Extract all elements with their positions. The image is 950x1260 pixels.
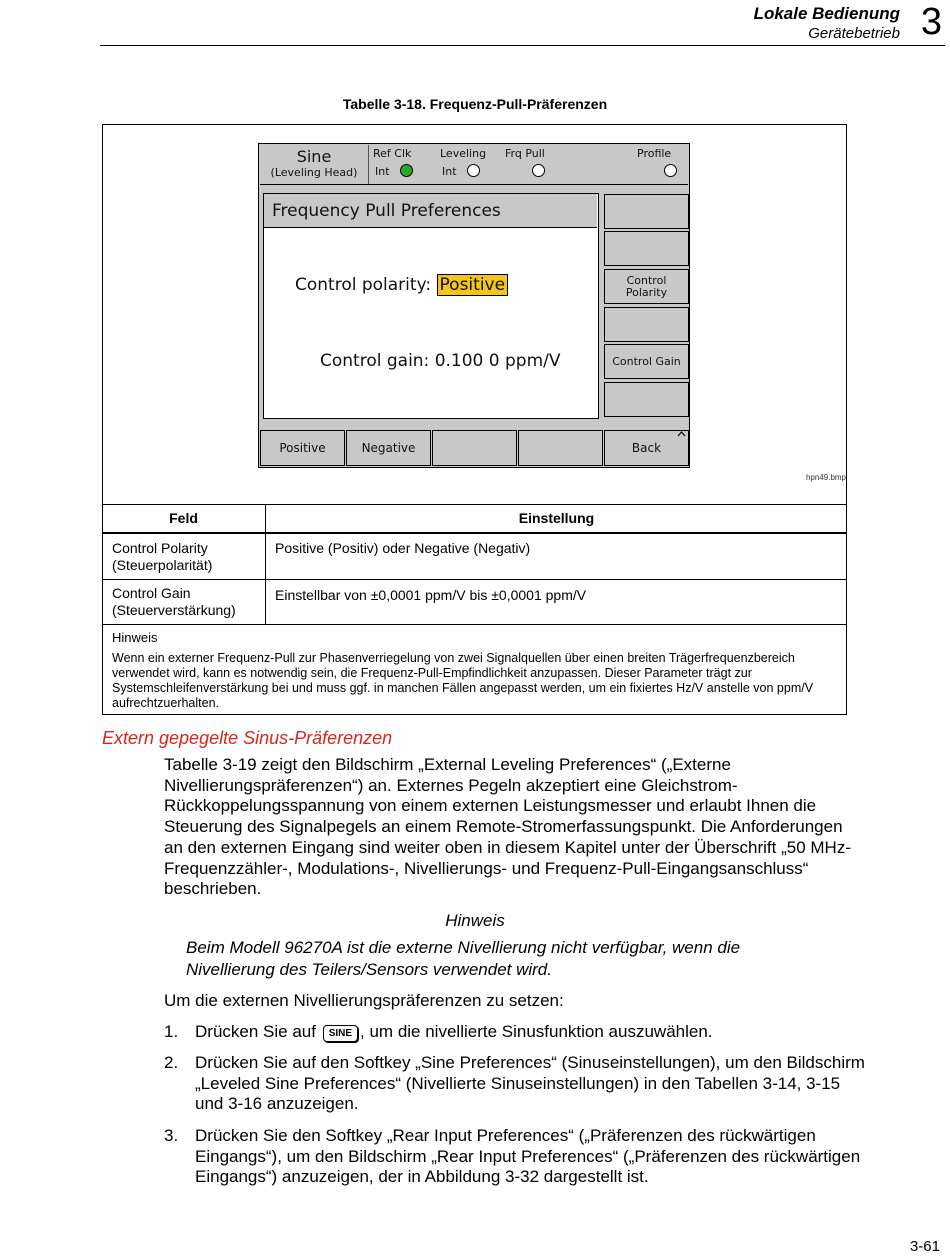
table-header-einstellung: Einstellung — [518, 510, 595, 526]
leveling-label: Leveling — [440, 147, 487, 160]
softkey-control-gain[interactable]: Control Gain — [604, 344, 689, 379]
frq-pull-indicator-icon — [532, 164, 545, 177]
sine-key-icon: SINE — [323, 1025, 358, 1042]
table-row-2-field — [112, 585, 236, 619]
table-divider-top — [102, 504, 847, 505]
step-1-number: 1. — [164, 1022, 179, 1041]
page-number: 3-61 — [909, 1238, 940, 1255]
header-rule — [100, 45, 945, 46]
table-note-text: Wenn ein externer Frequenz-Pull zur Phasenverriegelung von zwei Signalquellen über einen breiten Trägerfrequenzbereich verwendet wird, kann es notwendig sein, die Frequenz-Pull-Empfindlichkeit anzupassen. Dieser Parameter trägt zur Systemschleifenverstärkung bei und muss ggf. in manchen Fällen angepasst werden, um ein fixiertes Hz/V anstelle von ppm/V aufrechtzuerhalten. — [112, 651, 814, 710]
preferences-panel — [263, 193, 599, 419]
intro-paragraph: Tabelle 3-19 zeigt den Bildschirm „External Leveling Preferences“ („Externe Nivellierungspräferenzen“) an. Externes Pegeln akzeptiert eine Gleichstrom-Rückkoppelungsspannung von einem externen Leistungsmesser und erlaubt Ihnen die Steuerung des Signalpegels an einem Remote-Stromerfassungspunkt. Die Anforderungen an den externen Eingang sind weiter oben in diesem Kapitel unter der Überschrift „50 MHz-Frequenzzähler-, Modulations-, Nivellierungs- und Frequenz-Pull-Eingangsanschluss“ beschrieben. — [164, 755, 851, 899]
field-name: Control Gain — [112, 585, 191, 601]
profile-indicator-icon — [664, 164, 677, 177]
table-row-2-setting: Einstellbar von ±0,0001 ppm/V bis ±0,0001 ppm/V — [275, 587, 587, 603]
mode-sub-label: (Leveling Head) — [270, 166, 358, 179]
ref-clk-label: Ref Clk — [373, 147, 412, 160]
panel-title: Frequency Pull Preferences — [264, 194, 597, 228]
step-3-text: Drücken Sie den Softkey „Rear Input Preferences“ („Präferenzen des rückwärtigen Eingangs“), um den Bildschirm „Rear Input Preferences“ („Präferenzen des rückwärtigen Eingangs“) anzuzeigen, der in Abbildung 3-32 dargestellt ist. — [195, 1126, 861, 1187]
table-header-feld: Feld — [169, 510, 198, 526]
step-2-number: 2. — [164, 1053, 179, 1072]
softkey-negative[interactable]: Negative — [346, 430, 431, 466]
section-heading: Extern gepegelte Sinus-Präferenzen — [102, 728, 393, 748]
softkey-right-6[interactable] — [604, 382, 689, 417]
control-polarity-value[interactable]: Positive — [437, 274, 509, 296]
table-row-divider-2 — [102, 624, 847, 625]
softkey-bottom-4[interactable] — [518, 430, 603, 466]
status-bar — [260, 145, 688, 185]
step-2-text: Drücken Sie auf den Softkey „Sine Preferences“ (Sinuseinstellungen), um den Bildschirm „Leveled Sine Preferences“ (Nivellierte Sinuseinstellungen) in den Tabellen 3-14, 3-15 und 3-16 anzuzeigen. — [195, 1053, 865, 1114]
table-row-divider-1 — [102, 579, 847, 580]
running-header-title: Lokale Bedienung — [753, 4, 900, 23]
step-1-text — [195, 1022, 865, 1043]
mode-indicator — [260, 145, 369, 184]
table-note-label: Hinweis — [112, 630, 158, 645]
profile-label: Profile — [637, 147, 672, 160]
ref-clk-indicator-icon — [400, 164, 413, 177]
control-polarity-row — [295, 275, 508, 295]
instrument-screen — [258, 143, 690, 468]
ref-clk-value: Int — [375, 165, 390, 178]
frq-pull-label: Frq Pull — [505, 147, 545, 160]
chapter-number: 3 — [920, 1, 942, 43]
field-name: Control Polarity — [112, 540, 208, 556]
note-heading: Hinweis — [445, 911, 505, 930]
note-body: Beim Modell 96270A ist die externe Nivellierung nicht verfügbar, wenn die Nivellierung des Teilers/Sensors verwendet wird. — [186, 938, 741, 979]
table-row-1-setting: Positive (Positiv) oder Negative (Negativ) — [275, 540, 531, 556]
table-row-1-field — [112, 540, 212, 574]
field-name-translation: (Steuerpolarität) — [112, 557, 213, 573]
softkey-back[interactable]: Back — [604, 430, 689, 466]
leveling-value: Int — [442, 165, 457, 178]
field-name-translation: (Steuerverstärkung) — [112, 602, 236, 618]
softkey-right-1[interactable] — [604, 194, 689, 229]
softkey-positive[interactable]: Positive — [260, 430, 345, 466]
caret-up-icon — [677, 431, 686, 437]
control-gain-row — [320, 351, 561, 371]
softkey-right-4[interactable] — [604, 307, 689, 342]
control-gain-value[interactable]: 0.100 0 ppm/V — [434, 351, 561, 371]
mode-main-label: Sine — [296, 147, 332, 166]
softkey-right-2[interactable] — [604, 231, 689, 266]
leveling-indicator-icon — [467, 164, 480, 177]
step-1-after: , um die nivellierte Sinusfunktion auszuwählen. — [360, 1022, 713, 1041]
control-polarity-label: Control polarity: — [295, 275, 432, 295]
steps-intro: Um die externen Nivellierungspräferenzen zu setzen: — [164, 991, 564, 1010]
image-filename: hpn49.bmp — [805, 473, 846, 482]
softkey-bottom-3[interactable] — [432, 430, 517, 466]
softkey-control-polarity[interactable]: Control Polarity — [604, 269, 689, 304]
table-caption: Tabelle 3-18. Frequenz-Pull-Präferenzen — [342, 96, 608, 112]
control-gain-label: Control gain: — [320, 351, 430, 371]
step-1-before: Drücken Sie auf — [195, 1022, 316, 1041]
table-header-rule — [102, 532, 847, 534]
running-header-subtitle: Gerätebetrieb — [808, 25, 900, 42]
step-3-number: 3. — [164, 1126, 179, 1145]
